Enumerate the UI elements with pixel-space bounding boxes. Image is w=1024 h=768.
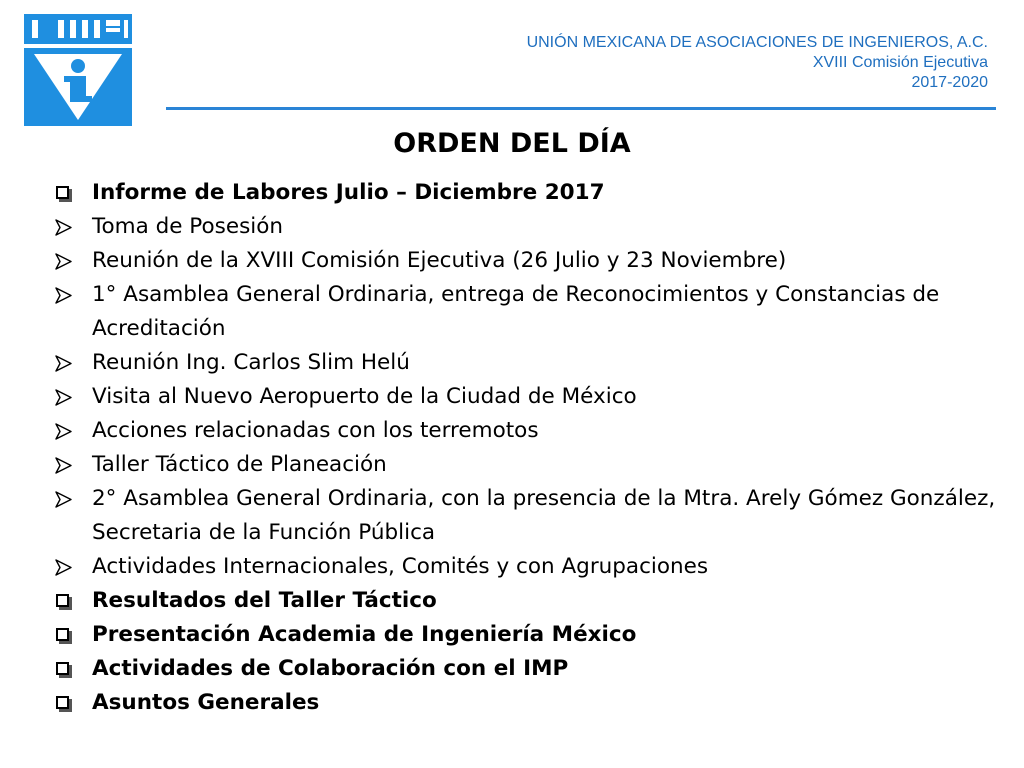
agenda-item [0,618,1024,652]
agenda-item-text: Visita al Nuevo Aeropuerto de la Ciudad de México [92,384,637,409]
agenda-item-text: Informe de Labores Julio – Diciembre 2017 [92,180,605,205]
page-title: ORDEN DEL DÍA [393,128,631,159]
agenda-item-text: 1° Asamblea General Ordinaria, entrega de Reconocimientos y Constancias de Acreditación [92,282,940,341]
checkbox-icon [56,186,69,199]
agenda-item [0,210,1024,244]
agenda-item [0,414,1024,448]
arrow-icon [55,389,72,406]
agenda-item-text: Actividades Internacionales, Comités y con Agrupaciones [92,554,709,579]
arrow-icon [55,491,72,508]
agenda-item [0,550,1024,584]
umai-logo [24,14,132,126]
commission-period: 2017-2020 [911,74,988,91]
agenda-item-text: Resultados del Taller Táctico [92,588,437,613]
agenda-item-text: Taller Táctico de Planeación [92,452,387,477]
arrow-icon [55,559,72,576]
organization-header [527,33,988,93]
agenda-item [0,482,1024,550]
agenda-list [0,176,1024,720]
checkbox-icon [56,628,69,641]
commission-name: XVIII Comisión Ejecutiva [812,54,988,71]
agenda-item [0,346,1024,380]
arrow-icon [55,423,72,440]
arrow-icon [55,287,72,304]
agenda-item-text: Actividades de Colaboración con el IMP [92,656,569,681]
agenda-item [0,652,1024,686]
arrow-icon [55,457,72,474]
agenda-item [0,380,1024,414]
checkbox-icon [56,696,69,709]
agenda-item-text: Toma de Posesión [92,214,284,239]
agenda-item [0,176,1024,210]
agenda-item [0,278,1024,346]
checkbox-icon [56,662,69,675]
agenda-item-text: Presentación Academia de Ingeniería México [92,622,637,647]
umai-logo-icon [24,14,132,126]
checkbox-icon [56,594,69,607]
agenda-item [0,244,1024,278]
agenda-item [0,448,1024,482]
arrow-icon [55,355,72,372]
agenda-item [0,584,1024,618]
agenda-item-text: Acciones relacionadas con los terremotos [92,418,539,443]
agenda-item-text: Reunión Ing. Carlos Slim Helú [92,350,410,375]
arrow-icon [55,219,72,236]
organization-name: UNIÓN MEXICANA DE ASOCIACIONES DE INGENIEROS, A.C. [526,34,988,51]
agenda-item [0,686,1024,720]
agenda-item-text: 2° Asamblea General Ordinaria, con la presencia de la Mtra. Arely Gómez González, Secretaria de la Función Pública [92,486,996,545]
agenda-item-text: Reunión de la XVIII Comisión Ejecutiva (26 Julio y 23 Noviembre) [92,248,787,273]
arrow-icon [55,253,72,270]
header-divider [166,107,996,110]
agenda-item-text: Asuntos Generales [92,690,320,715]
